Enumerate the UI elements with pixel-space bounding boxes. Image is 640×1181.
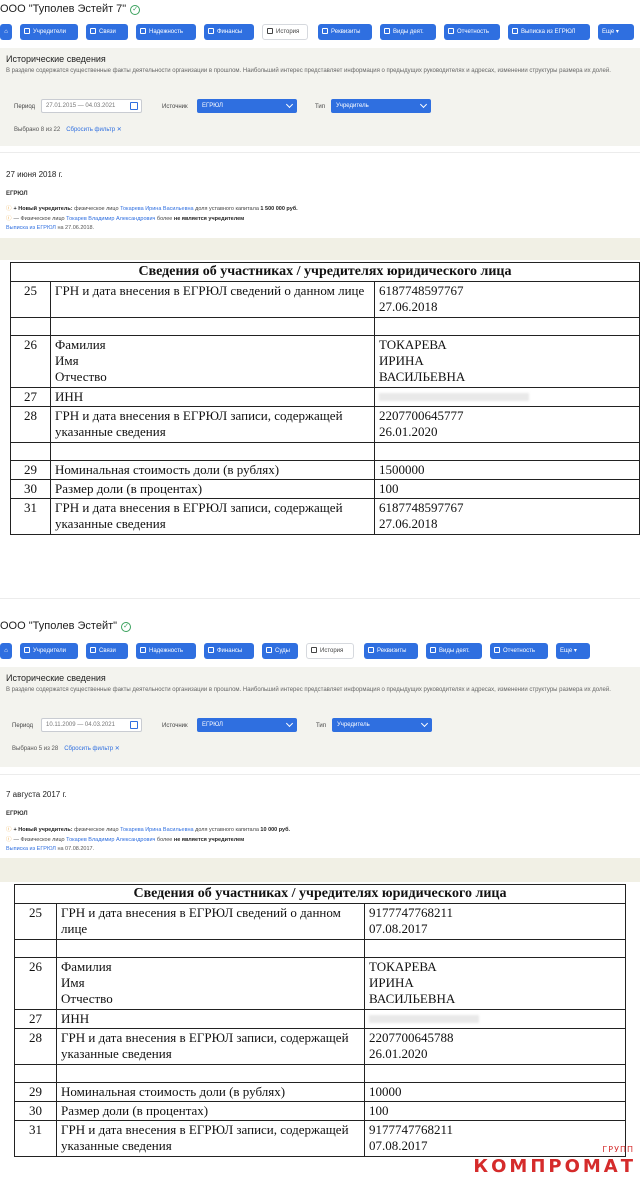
tab-history[interactable]: История [262,24,308,40]
tab-finances[interactable]: Финансы [204,24,254,40]
table-row: 27 ИНН [11,388,640,407]
table-row: 28 ГРН и дата внесения в ЕГРЮЛ записи, содержащей указанные сведения 2207700645777 26.01.2020 [11,407,640,443]
info-icon: ⓘ [6,837,12,843]
history-panel [0,48,640,146]
tab-reports[interactable]: Отчетность [490,643,548,659]
inn-redacted [365,1010,626,1029]
event-removed-founder: ⓘ — Физическое лицо Токарев Владимир Александрович более не является учредителем [6,837,245,843]
tab-founders[interactable]: Учредители [20,24,78,40]
link-icon [90,647,96,653]
tab-reports[interactable]: Отчетность [444,24,500,40]
divider-band [0,238,640,260]
type-label: Тип [315,104,326,110]
tab-requisites[interactable]: Реквизиты [318,24,372,40]
tab-requisites[interactable]: Реквизиты [364,643,418,659]
tab-links[interactable]: Связи [86,643,128,659]
selection-count: Выбрано 8 из 22 Сбросить фильтр ✕ [14,127,122,133]
table-row: 25 ГРН и дата внесения в ЕГРЮЛ сведений о данном лице 9177747768211 07.08.2017 [15,904,626,940]
document-header: Сведения об участниках / учредителях юридического лица [15,885,626,904]
list-icon [430,647,436,653]
history-description: В разделе содержатся существенные факты деятельности организации в прошлом. Наибольший интерес представляет информация о предыдущих руководителях и адресах, изменении структуры размера их долей. [6,687,611,693]
chart-icon [208,647,214,653]
egrul-extract-link[interactable]: Выписка из ЕГРЮЛ [6,225,56,231]
tab-courts[interactable]: Суды [262,643,298,659]
toolbar [0,643,640,659]
reset-filter-link[interactable]: Сбросить фильтр ✕ [64,746,120,752]
clock-icon [267,28,273,34]
egrul-extract-link[interactable]: Выписка из ЕГРЮЛ [6,846,56,852]
reset-filter-link[interactable]: Сбросить фильтр ✕ [66,127,122,133]
tab-founders[interactable]: Учредители [20,643,78,659]
source-label: Источник [162,104,188,110]
type-label: Тип [316,723,327,729]
selection-count: Выбрано 5 из 28 Сбросить фильтр ✕ [12,746,120,752]
type-select[interactable]: Учредитель [332,718,432,732]
source-select[interactable]: ЕГРЮЛ [197,718,297,732]
tab-egrul-extract[interactable]: Выписка из ЕГРЮЛ [508,24,590,40]
gavel-icon [266,647,272,653]
extract-line: Выписка из ЕГРЮЛ на 07.08.2017. [6,846,95,852]
event-source: ЕГРЮЛ [6,191,28,197]
table-row: 25 ГРН и дата внесения в ЕГРЮЛ сведений о данном лице 6187748597767 27.06.2018 [11,282,640,318]
watermark-logo: ГРУПП КОМПРОМАТ [473,1145,636,1177]
table-row: 31 ГРН и дата внесения в ЕГРЮЛ записи, содержащей указанные сведения 9177747768211 07.08.2017 [15,1121,626,1157]
company-title [0,3,140,15]
people-icon [24,28,30,34]
chevron-down-icon [420,101,427,108]
calendar-icon[interactable] [130,102,138,110]
divider [0,774,640,775]
verified-check-icon: ✓ [121,622,131,632]
history-description: В разделе содержатся существенные факты деятельности организации в прошлом. Наибольший интерес представляет информация о предыдущих руководителях и адресах, изменении структуры размера их долей. [6,68,611,74]
tab-activities[interactable]: Виды деят. [426,643,482,659]
history-panel [0,667,640,767]
event-date: 7 августа 2017 г. [6,790,67,799]
period-label: Период [12,723,34,729]
info-icon: ⓘ [6,206,12,212]
chevron-down-icon [421,720,428,727]
history-event [0,782,640,858]
history-title: Исторические сведения [6,673,106,683]
tab-reliability[interactable]: Надежность [136,24,196,40]
tab-history[interactable]: История [306,643,354,659]
type-select[interactable]: Учредитель [331,99,431,113]
tab-reliability[interactable]: Надежность [136,643,196,659]
home-button[interactable]: ⌂ [0,24,12,40]
event-new-founder: ⓘ + Новый учредитель: физическое лицо Токарева Ирина Васильевна доля уставного капитала 10 000 руб. [6,827,291,833]
info-icon: ⓘ [6,216,12,222]
divider [0,598,640,599]
calendar-icon[interactable] [130,721,138,729]
egrul-document-1 [10,262,640,535]
table-row: 26 Фамилия Имя Отчество ТОКАРЕВА ИРИНА ВАСИЛЬЕВНА [11,336,640,388]
card-icon [368,647,374,653]
chevron-down-icon [286,101,293,108]
document-header: Сведения об участниках / учредителях юридического лица [11,263,640,282]
table-row: 30 Размер доли (в процентах) 100 [11,480,640,499]
shield-icon [140,28,146,34]
event-source: ЕГРЮЛ [6,811,28,817]
redaction-blur [369,1015,479,1023]
person-link[interactable]: Токарев Владимир Александрович [66,837,156,843]
document-icon [512,28,518,34]
table-row: 28 ГРН и дата внесения в ЕГРЮЛ записи, содержащей указанные сведения 2207700645788 26.01.2020 [15,1029,626,1065]
report-icon [448,28,454,34]
period-field[interactable]: 10.11.2009 — 04.03.2021 [41,718,142,732]
info-icon: ⓘ [6,827,12,833]
tab-finances[interactable]: Финансы [204,643,254,659]
report-icon [494,647,500,653]
shield-icon [140,647,146,653]
card-icon [322,28,328,34]
event-date: 27 июня 2018 г. [6,170,63,179]
tab-activities[interactable]: Виды деят. [380,24,436,40]
chart-icon [208,28,214,34]
table-row: 30 Размер доли (в процентах) 100 [15,1102,626,1121]
chevron-down-icon [286,720,293,727]
table-row: 31 ГРН и дата внесения в ЕГРЮЛ записи, содержащей указанные сведения 6187748597767 27.06.2018 [11,499,640,535]
event-removed-founder: ⓘ — Физическое лицо Токарев Владимир Александрович более не является учредителем [6,216,245,222]
tab-links[interactable]: Связи [86,24,128,40]
inn-redacted [375,388,640,407]
table-row: 29 Номинальная стоимость доли (в рублях) 1500000 [11,461,640,480]
verified-check-icon: ✓ [130,5,140,15]
person-link[interactable]: Токарев Владимир Александрович [66,216,156,222]
history-event [0,160,640,238]
more-menu-button[interactable]: Еще ▾ [598,24,634,40]
period-label: Период [14,104,36,110]
company-name: ООО "Туполев Эстейт" [0,620,118,632]
divider-band [0,858,640,882]
table-row: 29 Номинальная стоимость доли (в рублях) 10000 [15,1083,626,1102]
person-link[interactable]: Токарева Ирина Васильевна [120,827,194,833]
source-select[interactable]: ЕГРЮЛ [197,99,297,113]
table-row: 27 ИНН [15,1010,626,1029]
extract-line: Выписка из ЕГРЮЛ на 27.06.2018. [6,225,95,231]
people-icon [24,647,30,653]
history-title: Исторические сведения [6,54,106,64]
list-icon [384,28,390,34]
period-field[interactable]: 27.01.2015 — 04.03.2021 [41,99,142,113]
company-name: ООО "Туполев Эстейт 7" [0,3,127,15]
event-new-founder: ⓘ + Новый учредитель: физическое лицо Токарева Ирина Васильевна доля уставного капитала 1 500 000 руб. [6,206,298,212]
more-menu-button[interactable]: Еще ▾ [556,643,590,659]
egrul-document-2 [14,884,626,1157]
source-label: Источник [162,723,188,729]
redaction-blur [379,393,529,401]
divider [0,152,640,153]
table-row: 26 Фамилия Имя Отчество ТОКАРЕВА ИРИНА ВАСИЛЬЕВНА [15,958,626,1010]
toolbar [0,24,640,40]
clock-icon [311,647,317,653]
company-title [0,620,131,632]
home-button[interactable]: ⌂ [0,643,12,659]
link-icon [90,28,96,34]
person-link[interactable]: Токарева Ирина Васильевна [120,206,194,212]
